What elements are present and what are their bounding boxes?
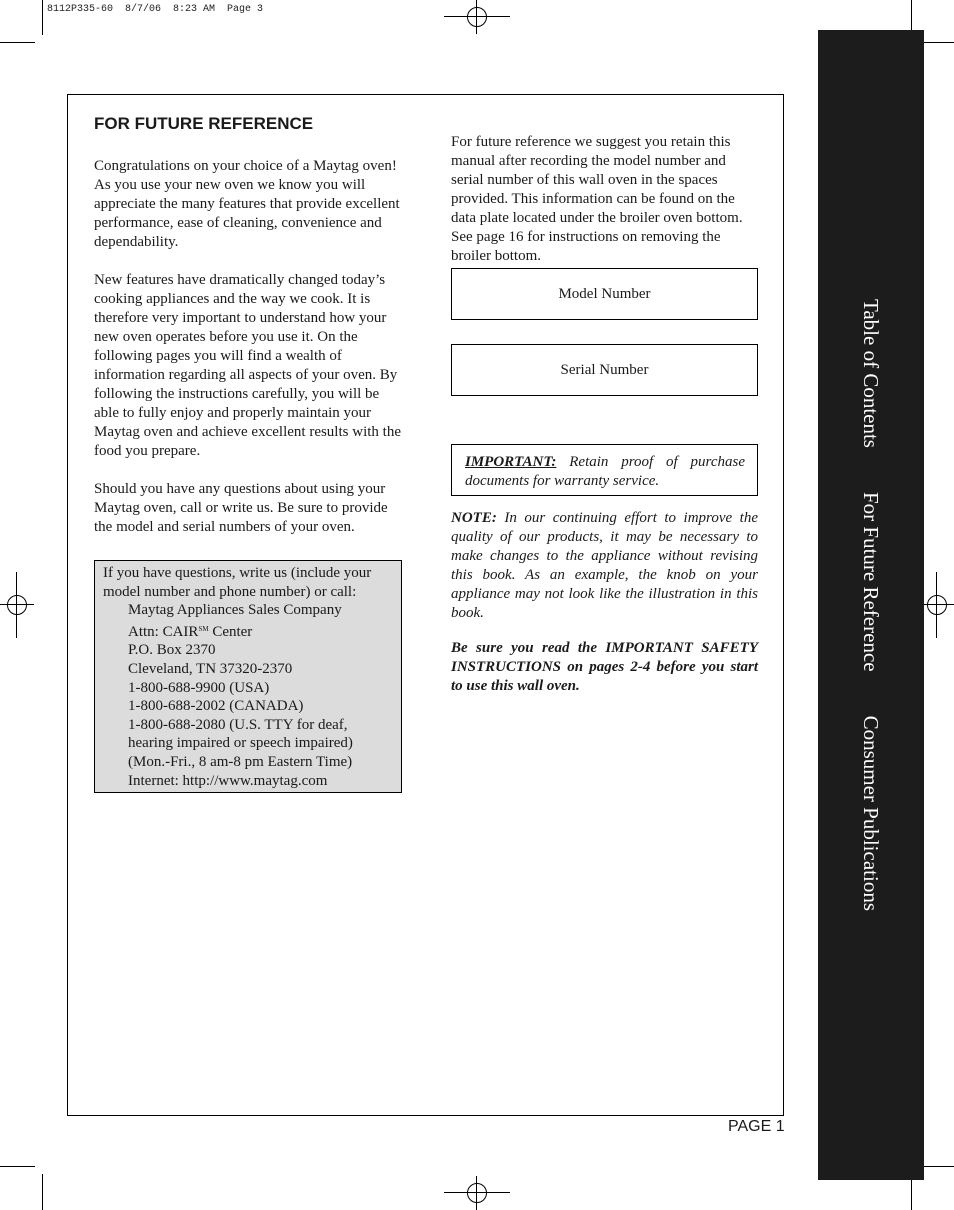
note-lead: NOTE: (451, 510, 497, 526)
paragraph-congratulations: Congratulations on your choice of a Maytag oven! As you use your new oven we know you will appreciate the many features that provide excellent performance, ease of cleaning, convenience and dependability. (94, 158, 400, 250)
contact-info-box (94, 560, 402, 793)
safety-reminder: Be sure you read the IMPORTANT SAFETY INSTRUCTIONS on pages 2-4 before you start to use this wall oven. (451, 640, 758, 694)
service-mark: SM (198, 624, 209, 633)
contact-company: Maytag Appliances Sales Company (128, 602, 342, 619)
important-notice-box (451, 444, 758, 496)
crop-mark (0, 42, 35, 43)
crop-mark (42, 0, 43, 35)
crop-mark (924, 42, 954, 43)
tab-label-consumer-publications: Consumer Publications (859, 715, 884, 912)
contact-attn: Attn: CAIR℠ Center (128, 623, 253, 640)
contact-intro: If you have questions, write us (include your model number and phone number) or call: (103, 565, 372, 600)
print-slug: 8112P335-60 8/7/06 8:23 AM Page 3 (47, 4, 264, 15)
serial-number-label: Serial Number (560, 361, 649, 378)
crop-mark (911, 0, 912, 30)
paragraph-new-features: New features have dramatically changed today’s cooking appliances and the way we cook. It is therefore very important to understand how your new oven operates before you use it. On the following pages you will find a wealth of information regarding all aspects of your oven. By following the instructions carefully, you will be able to fully enjoy and properly maintain your Maytag oven and achieve excellent results with the food you prepare. (94, 272, 401, 459)
page-number: PAGE 1 (728, 1118, 785, 1135)
note-paragraph (451, 509, 758, 623)
contact-phone-tty: 1-800-688-2080 (U.S. TTY for deaf, (128, 716, 348, 733)
important-text: Retain proof of purchase documents for warranty service. (465, 454, 745, 489)
contact-phone-usa: 1-800-688-9900 (USA) (128, 679, 270, 696)
paragraph-questions: Should you have any questions about using your Maytag oven, call or write us. Be sure to provide the model and serial numbers of your oven. (94, 481, 388, 535)
contact-hours: (Mon.-Fri., 8 am-8 pm Eastern Time) (128, 753, 353, 770)
crop-mark (924, 1166, 954, 1167)
crop-mark (0, 1166, 35, 1167)
serial-number-field (451, 344, 758, 396)
model-number-field (451, 268, 758, 320)
crop-mark (911, 1180, 912, 1210)
left-column (94, 157, 404, 556)
note-text: In our continuing effort to improve the quality of our products, it may be necessary to make changes to the appliance without revising this book. As an example, the knob on your appliance may not look like the illustration in this book. (451, 510, 758, 621)
paragraph-retain-manual: For future reference we suggest you retain this manual after recording the model number and serial number of this wall oven in the spaces provided. This information can be found on the data plate located under the broiler oven bottom. See page 16 for instructions on removing the broiler bottom. (451, 134, 743, 264)
important-lead: IMPORTANT: (465, 454, 557, 470)
contact-phone-canada: 1-800-688-2002 (CANADA) (128, 698, 304, 715)
tab-label-for-future-reference: For Future Reference (859, 491, 884, 672)
right-column-intro (451, 133, 758, 266)
contact-internet: Internet: http://www.maytag.com (128, 772, 328, 789)
model-number-label: Model Number (558, 285, 651, 302)
contact-city: Cleveland, TN 37320-2370 (128, 660, 293, 677)
tab-label-table-of-contents: Table of Contents (859, 298, 884, 448)
contact-phone-tty-cont: hearing impaired or speech impaired) (128, 735, 353, 752)
crop-mark (42, 1174, 43, 1210)
contact-po-box: P.O. Box 2370 (128, 642, 216, 659)
section-heading: FOR FUTURE REFERENCE (94, 114, 314, 133)
side-section-tab (818, 30, 924, 1180)
